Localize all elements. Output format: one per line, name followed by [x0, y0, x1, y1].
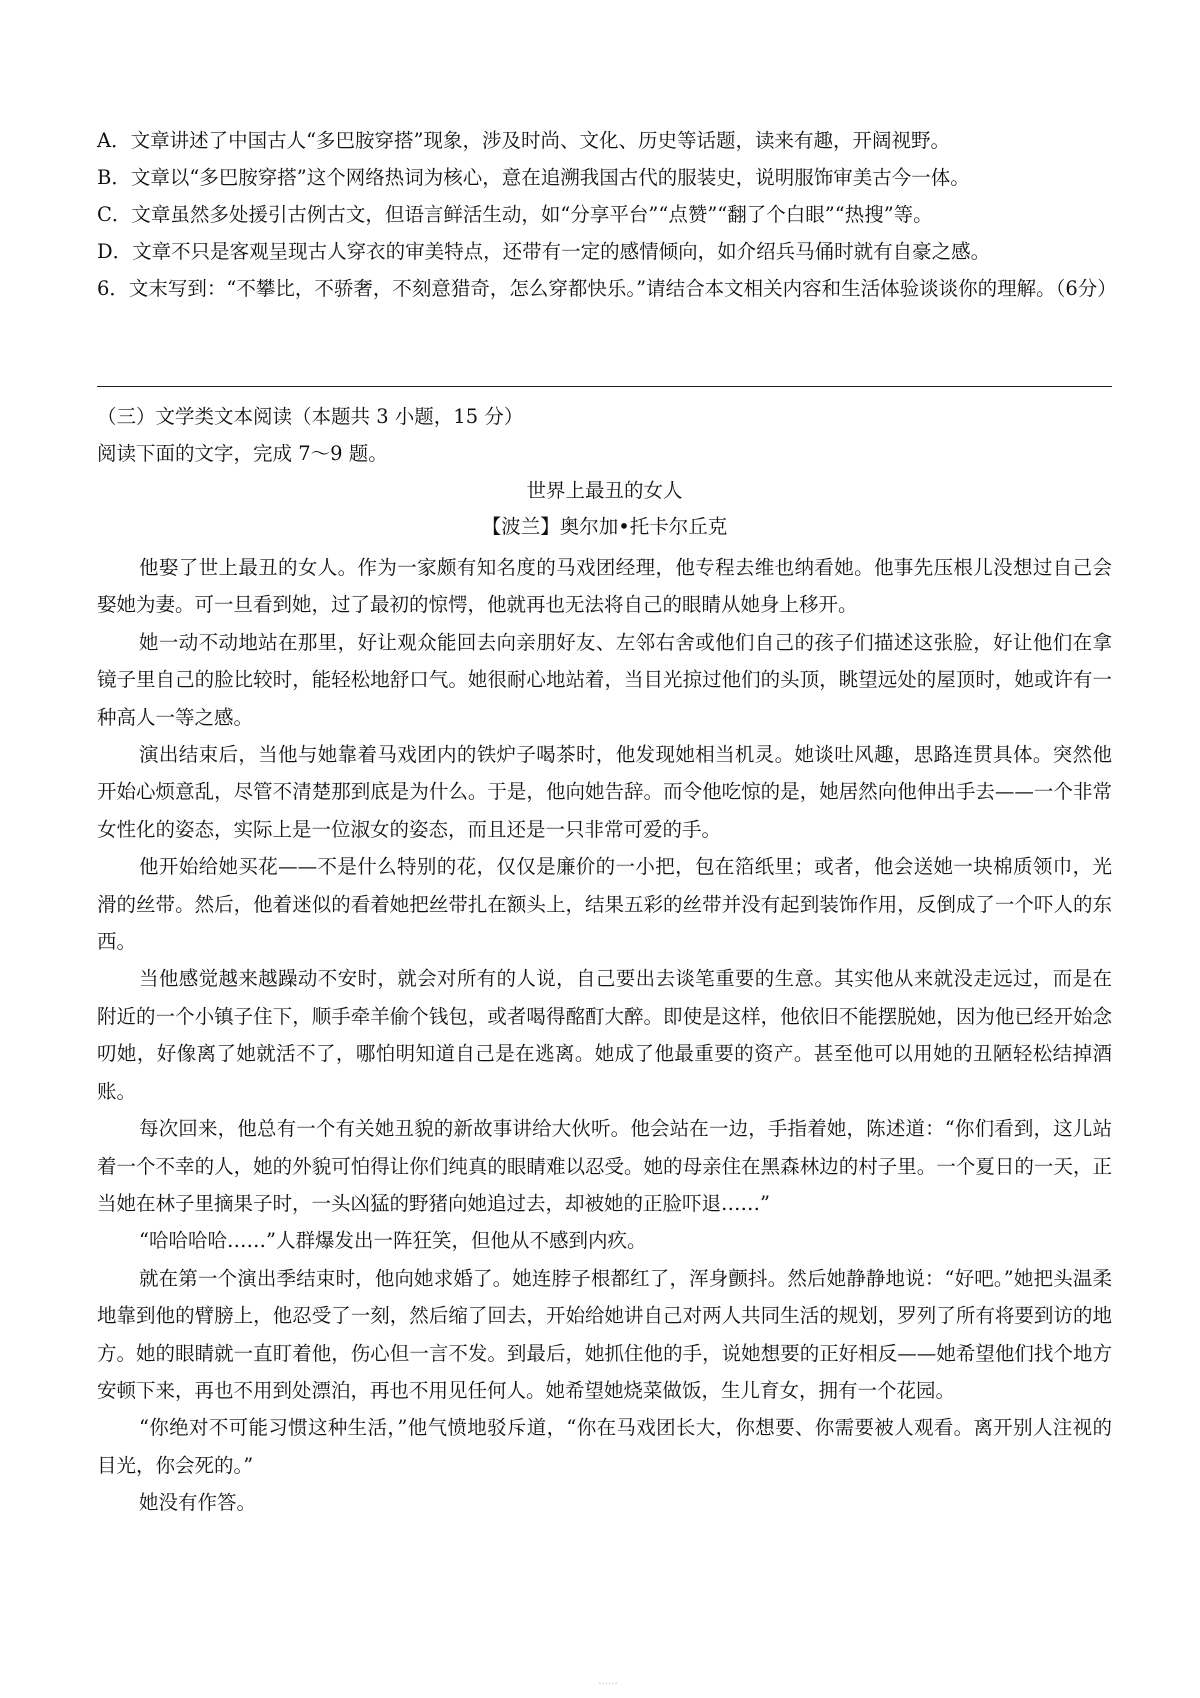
page-footer-mark: …… [598, 1676, 618, 1687]
story-paragraph: 演出结束后，当他与她靠着马戏团内的铁炉子喝茶时，他发现她相当机灵。她谈吐风趣，思路连贯具体。突然他开始心烦意乱，尽管不清楚那到底是为什么。于是，他向她告辞。而令他吃惊的是，她居然向他伸出手去——一个非常女性化的姿态，实际上是一位淑女的姿态，而且还是一只非常可爱的手。 [97, 743, 1112, 841]
story-paragraph: 他娶了世上最丑的女人。作为一家颇有知名度的马戏团经理，他专程去维也纳看她。他事先压根儿没想过自己会娶她为妻。可一旦看到她，过了最初的惊愕，他就再也无法将自己的眼睛从她身上移开。 [97, 556, 1112, 617]
story-paragraph: 当他感觉越来越躁动不安时，就会对所有的人说，自己要出去谈笔重要的生意。其实他从来就没走远过，而是在附近的一个小镇子住下，顺手牵羊偷个钱包，或者喝得酩酊大醉。即使是这样，他依旧不能摆脱她，因为他已经开始念叨她，好像离了她就活不了，哪怕明知道自己是在逃离。她成了他最重要的资产。甚至他可以用她的丑陋轻松结掉酒账。 [97, 967, 1112, 1103]
option-a: A．文章讲述了中国古人“多巴胺穿搭”现象，涉及时尚、文化、历史等话题，读来有趣，开阔视野。 [97, 129, 951, 152]
section-heading: （三）文学类文本阅读（本题共 3 小题，15 分） [97, 405, 524, 428]
story-paragraph: 她没有作答。 [139, 1491, 257, 1515]
section-intro: 阅读下面的文字，完成 7～9 题。 [97, 442, 388, 465]
story-body [97, 549, 1112, 1522]
answer-line [97, 386, 1112, 387]
story-author: 【波兰】奥尔加•托卡尔丘克 [481, 515, 728, 538]
story-paragraph: 她一动不动地站在那里，好让观众能回去向亲朋好友、左邻右舍或他们自己的孩子们描述这张脸，好让他们在拿镜子里自己的脸比较时，能轻松地舒口气。她很耐心地站着，当目光掠过他们的头顶，眺望远处的屋顶时，她或许有一种高人一等之感。 [97, 630, 1112, 729]
story-paragraph: 就在第一个演出季结束时，他向她求婚了。她连脖子根都红了，浑身颤抖。然后她静静地说：“好吧。”她把头温柔地靠到他的臂膀上，他忍受了一刻，然后缩了回去，开始给她讲自己对两人共同生活的规划，罗列了所有将要到访的地方。她的眼睛就一直盯着他，伤心但一言不发。到最后，她抓住他的手，说她想要的正好相反——她希望他们找个地方安顿下来，再也不用到处漂泊，再也不用见任何人。她希望她烧菜做饭，生儿育女，拥有一个花园。 [97, 1266, 1112, 1402]
story-paragraph: “你绝对不可能习惯这种生活，”他气愤地驳斥道，“你在马戏团长大，你想要、你需要被人观看。离开别人注视的目光，你会死的。” [97, 1416, 1112, 1477]
question-6: 6．文末写到：“不攀比，不骄奢，不刻意猎奇，怎么穿都快乐。”请结合本文相关内容和生活体验谈谈你的理解。（6分） [97, 277, 1117, 300]
story-paragraph: 他开始给她买花——不是什么特别的花，仅仅是廉价的一小把，包在箔纸里；或者，他会送她一块棉质领巾，光滑的丝带。然后，他着迷似的看着她把丝带扎在额头上，结果五彩的丝带并没有起到装饰作用，反倒成了一个吓人的东西。 [97, 855, 1112, 954]
answer-options [97, 122, 1112, 270]
story-paragraph: “哈哈哈哈……”人群爆发出一阵狂笑，但他从不感到内疚。 [139, 1229, 647, 1253]
story-title: 世界上最丑的女人 [526, 479, 683, 502]
option-c: C．文章虽然多处援引古例古文，但语言鲜活生动，如“分享平台”“点赞”“翻了个白眼”“热搜”等。 [97, 203, 933, 226]
option-d: D．文章不只是客观呈现古人穿衣的审美特点，还带有一定的感情倾向，如介绍兵马俑时就有自豪之感。 [97, 240, 991, 263]
story-paragraph: 每次回来，他总有一个有关她丑貌的新故事讲给大伙听。他会站在一边，手指着她，陈述道：“你们看到，这儿站着一个不幸的人，她的外貌可怕得让你们纯真的眼睛难以忍受。她的母亲住在黑森林边的村子里。一个夏日的一天，正当她在林子里摘果子时，一头凶猛的野猪向她追过去，却被她的正脸吓退……” [97, 1117, 1112, 1215]
option-b: B．文章以“多巴胺穿搭”这个网络热词为核心，意在追溯我国古代的服装史，说明服饰审美古今一体。 [97, 166, 970, 189]
